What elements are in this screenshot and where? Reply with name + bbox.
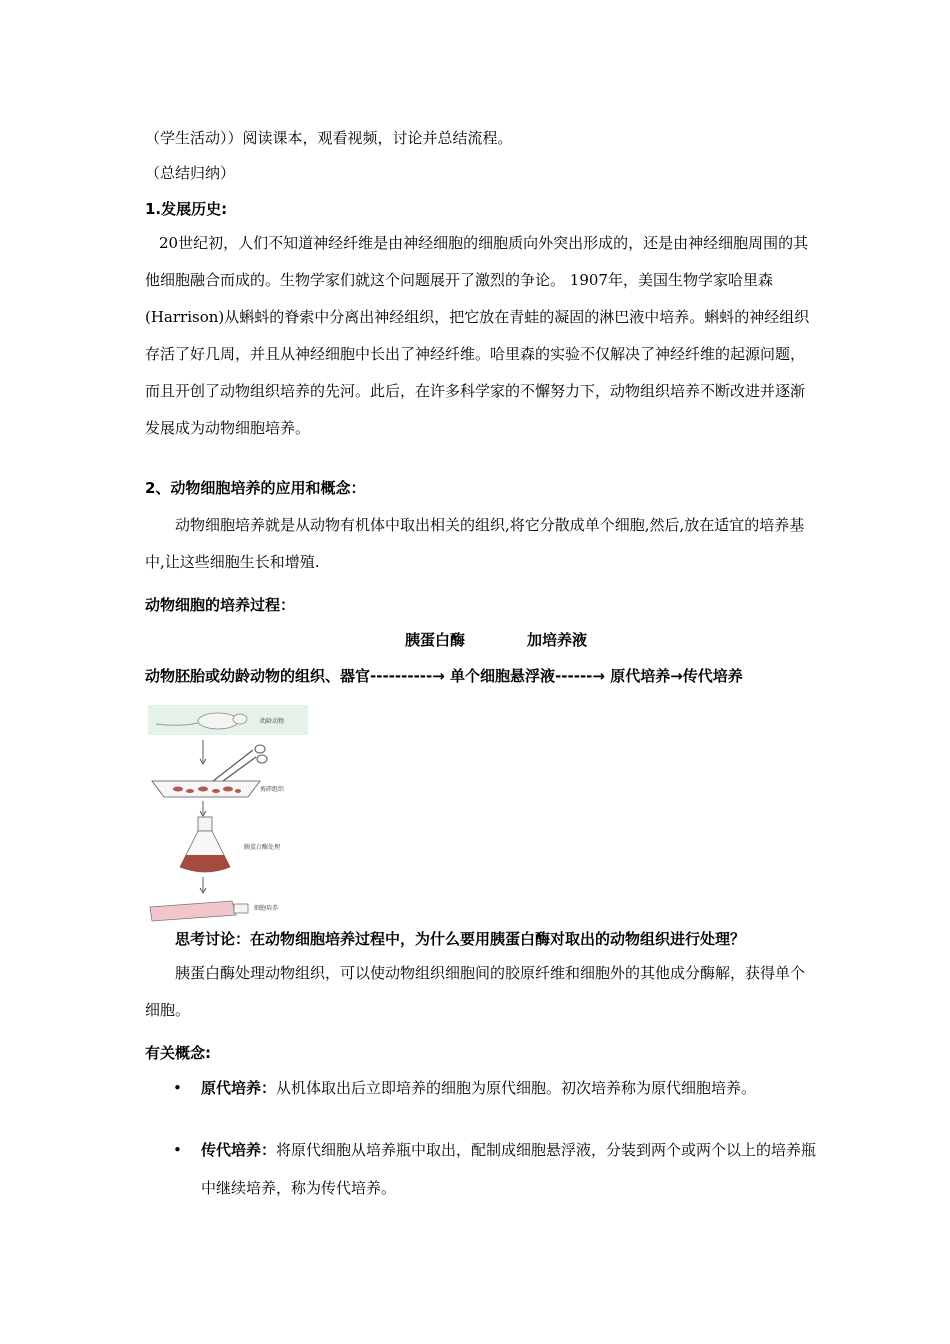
heading-history: 1.发展历史:	[145, 200, 228, 218]
bullet-symbol: •	[173, 1141, 182, 1159]
answer-paragraph: 胰蛋白酶处理动物组织，可以使动物组织细胞间的胶原纤维和细胞外的其他成分酶解，获得单个细胞。	[145, 964, 806, 1019]
culture-bottle-icon	[150, 901, 248, 921]
figure-label-minced-tissue: 剪碎组织	[260, 786, 285, 793]
flow-label-medium: 加培养液	[527, 631, 588, 649]
culture-process-figure	[148, 705, 308, 923]
bullet-text: 从机体取出后立即培养的细胞为原代细胞。初次培养称为原代细胞培养。	[276, 1079, 757, 1097]
bullet-symbol: •	[173, 1079, 182, 1097]
summary-line: （总结归纳）	[145, 164, 236, 182]
bullet-text: 将原代细胞从培养瓶中取出，配制成细胞悬浮液，分装到两个或两个以上的培养瓶中继续培养，称为传代培养。	[201, 1141, 817, 1197]
concept-paragraph: 动物细胞培养就是从动物有机体中取出相关的组织,将它分散成单个细胞,然后,放在适宜的培养基中,让这些细胞生长和增殖.	[145, 516, 805, 571]
figure-label-trypsin: 胰蛋白酶处理	[244, 844, 281, 851]
figure-label-cell-culture: 细胞培养	[254, 905, 279, 912]
related-concepts-heading: 有关概念:	[145, 1044, 211, 1062]
think-question: 思考讨论：在动物细胞培养过程中，为什么要用胰蛋白酶对取出的动物组织进行处理？	[175, 930, 746, 948]
history-paragraph: 20世纪初，人们不知道神经纤维是由神经细胞的细胞质向外突出形成的，还是由神经细胞周围的其他细胞融合而成的。生物学家们就这个问题展开了激烈的争论。 1907年，美国生物学家哈里森(Harrison)从蝌蚪的脊索中分离出神经组织，把它放在青蛙的凝固的淋巴液中培养。蝌蚪的神经组织存活了好几周，并且从神经细胞中长出了神经纤维。哈里森的实验不仅解决了神经纤维的起源问题，而且开创了动物组织培养的先河。此后，在许多科学家的不懈努力下，动物组织培养不断改进并逐渐发展成为动物细胞培养。	[145, 234, 810, 437]
bullet-term: 原代培养：	[201, 1079, 277, 1097]
flask-icon	[180, 817, 230, 872]
flow-main: 动物胚胎或幼龄动物的组织、器官----------→ 单个细胞悬浮液------→ 原代培养→传代培养	[145, 667, 743, 685]
activity-line: （学生活动））阅读课本，观看视频，讨论并总结流程。	[145, 129, 513, 147]
heading-application: 2、动物细胞培养的应用和概念：	[145, 479, 366, 497]
bullet-term: 传代培养：	[201, 1141, 277, 1159]
flow-label-trypsin: 胰蛋白酶	[405, 631, 466, 649]
bullet-primary-culture	[173, 1069, 823, 1107]
bullet-passage-culture	[173, 1131, 823, 1207]
figure-label-young-animal: 幼龄动物	[260, 718, 285, 725]
process-heading: 动物细胞的培养过程：	[145, 596, 296, 614]
